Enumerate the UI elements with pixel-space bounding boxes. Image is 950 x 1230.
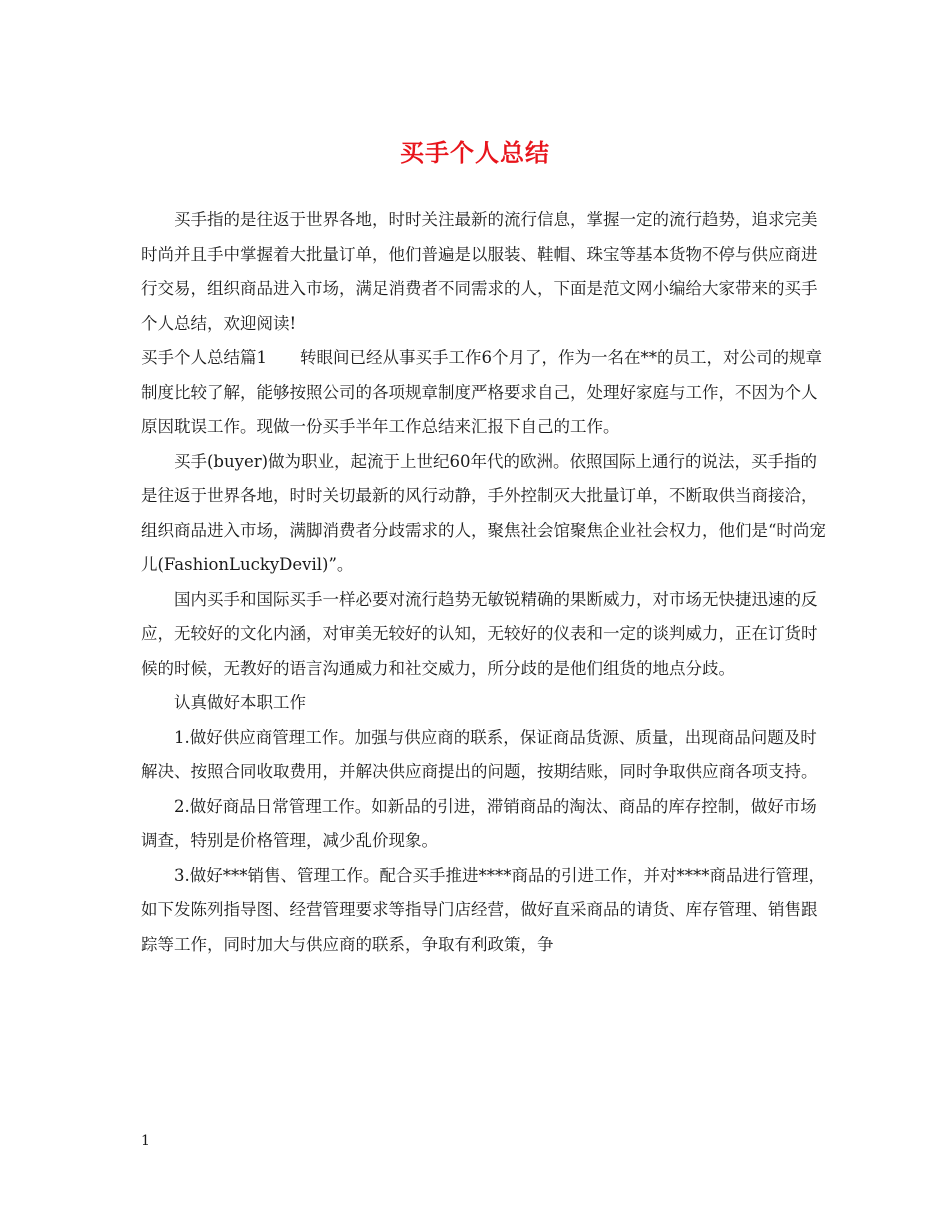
paragraph-intro: 买手指的是往返于世界各地，时时关注最新的流行信息，掌握一定的流行趋势，追求完美时尚并且手中掌握着大批量订单，他们普遍是以服装、鞋帽、珠宝等基本货物不停与供应商进行交易，组织商品进入市场，满足消费者不同需求的人，下面是范文网小编给大家带来的买手个人总结，欢迎阅读! xyxy=(141,210,818,333)
document-title: 买手个人总结 xyxy=(400,138,550,167)
paragraph-summary-1: 买手个人总结篇1 转眼间已经从事买手工作6个月了，作为一名在**的员工，对公司的规章制度比较了解，能够按照公司的各项规章制度严格要求自己，处理好家庭与工作，不因为个人原因耽误工作。现做一份买手半年工作总结来汇报下自己的工作。 xyxy=(141,348,822,436)
paragraph-buyer-origin: 买手(buyer)做为职业，起流于上世纪60年代的欧洲。依照国际上通行的说法，买手指的是往返于世界各地，时时关切最新的风行动静，手外控制灭大批量订单，不断取供当商接洽，组织商品进入市场，满脚消费者分歧需求的人，聚焦社会馆聚焦企业社会权力，他们是“时尚宠儿(FashionLuckyDevil)”。 xyxy=(141,451,826,574)
list-item-2: 2.做好商品日常管理工作。如新品的引进，滞销商品的淘汰、商品的库存控制，做好市场调查，特别是价格管理，减少乱价现象。 xyxy=(141,796,817,850)
list-item-3: 3.做好***销售、管理工作。配合买手推进****商品的引进工作，并对****商品进行管理，如下发陈列指导图、经营管理要求等指导门店经营，做好直采商品的请货、库存管理、销售跟踪等工作，同时加大与供应商的联系，争取有利政策，争 xyxy=(141,865,825,954)
document-body xyxy=(141,203,831,962)
page-number: 1 xyxy=(141,1133,150,1149)
section-heading: 认真做好本职工作 xyxy=(174,693,306,712)
paragraph-domestic-buyer: 国内买手和国际买手一样必要对流行趋势无敏锐精确的果断威力，对市场无快捷迅速的反应，无较好的文化内涵，对审美无较好的认知，无较好的仪表和一定的谈判威力，正在订货时候的时候，无教好的语言沟通威力和社交威力，所分歧的是他们组货的地点分歧。 xyxy=(141,589,818,678)
list-item-1: 1.做好供应商管理工作。加强与供应商的联系，保证商品货源、质量，出现商品问题及时解决、按照合同收取费用，并解决供应商提出的问题，按期结账，同时争取供应商各项支持。 xyxy=(141,727,818,781)
